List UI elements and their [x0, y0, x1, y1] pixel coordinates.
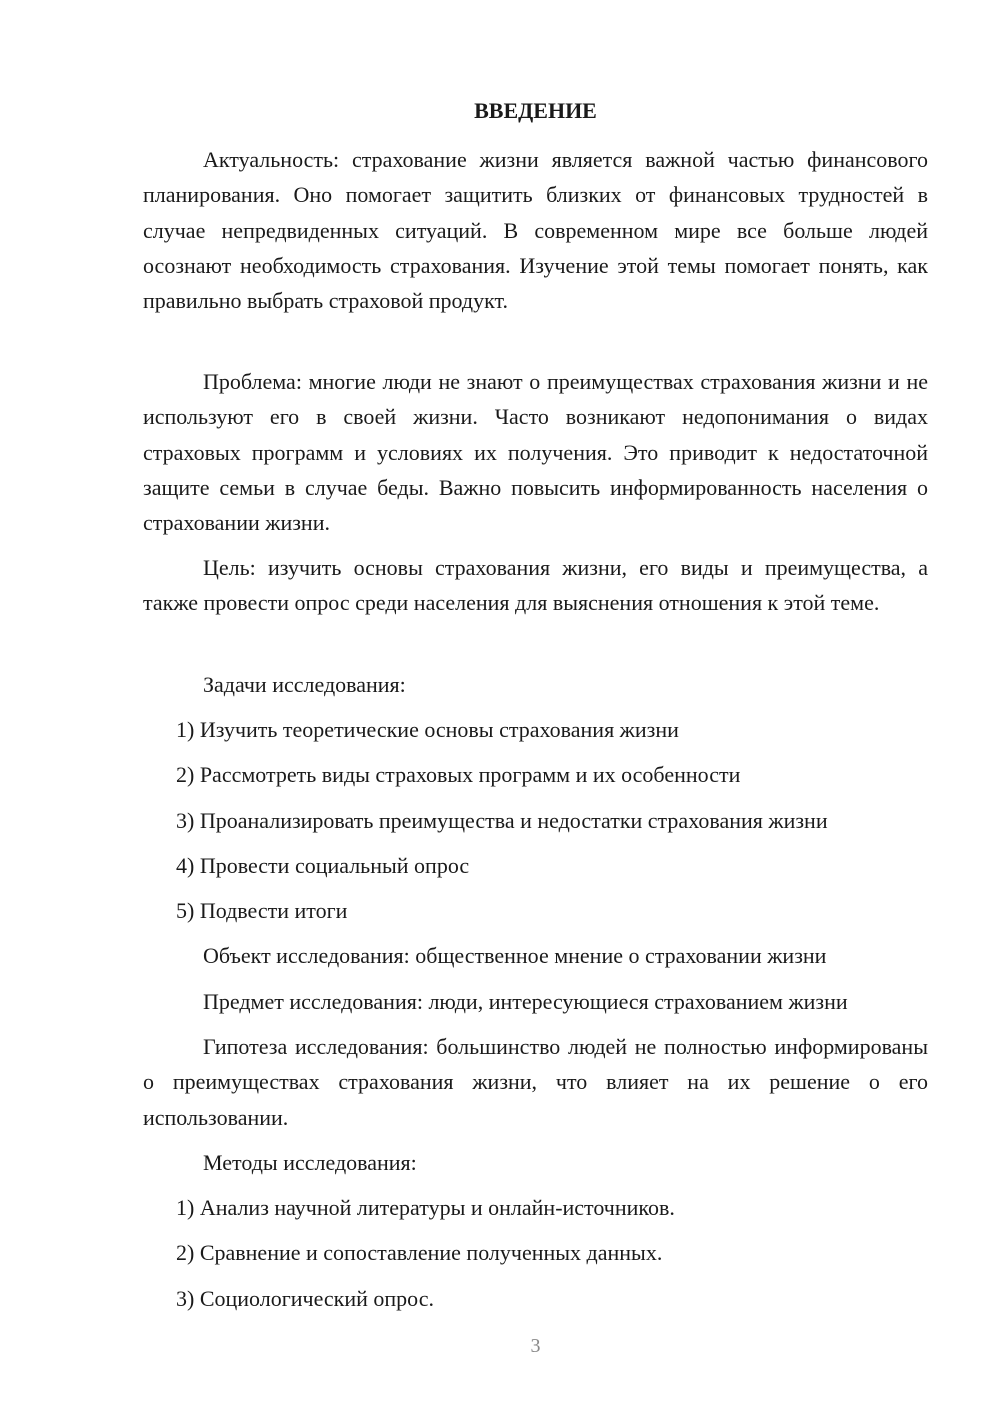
research-subject: Предмет исследования: люди, интересующиеся страхованием жизни	[203, 989, 848, 1014]
page-number: 3	[530, 1335, 541, 1357]
page-title: ВВЕДЕНИЕ	[474, 98, 597, 123]
method-item-1: 1) Анализ научной литературы и онлайн-источников.	[176, 1195, 675, 1220]
methods-title: Методы исследования:	[203, 1150, 417, 1175]
document-page	[143, 0, 928, 1414]
goal-paragraph: Цель: изучить основы страхования жизни, его виды и преимущества, а также провести опрос среди населения для выяснения отношения к этой теме.	[143, 555, 928, 616]
problem-paragraph: Проблема: многие люди не знают о преимуществах страхования жизни и не используют его в своей жизни. Часто возникают недопонимания о видах страховых программ и условиях их получения. Это приводит к недостаточной защите семьи в случае беды. Важно повысить информированность населения о страховании жизни.	[143, 369, 928, 536]
method-item-2: 2) Сравнение и сопоставление полученных данных.	[176, 1240, 663, 1265]
research-object: Объект исследования: общественное мнение о страховании жизни	[203, 943, 827, 968]
task-item-3: 3) Проанализировать преимущества и недостатки страхования жизни	[176, 808, 828, 833]
tasks-title: Задачи исследования:	[203, 672, 406, 697]
task-item-4: 4) Провести социальный опрос	[176, 853, 470, 878]
task-item-1: 1) Изучить теоретические основы страхования жизни	[176, 717, 679, 742]
task-item-5: 5) Подвести итоги	[176, 898, 348, 923]
method-item-3: 3) Социологический опрос.	[176, 1286, 434, 1311]
relevance-paragraph: Актуальность: страхование жизни является важной частью финансового планирования. Оно помогает защитить близких от финансовых трудностей в случае непредвиденных ситуаций. В современном мире все больше людей осознают необходимость страхования. Изучение этой темы помогает понять, как правильно выбрать страховой продукт.	[143, 147, 928, 314]
hypothesis-paragraph: Гипотеза исследования: большинство людей не полностью информированы о преимуществах страхования жизни, что влияет на их решение о его использовании.	[143, 1034, 928, 1130]
task-item-2: 2) Рассмотреть виды страховых программ и их особенности	[176, 762, 741, 787]
